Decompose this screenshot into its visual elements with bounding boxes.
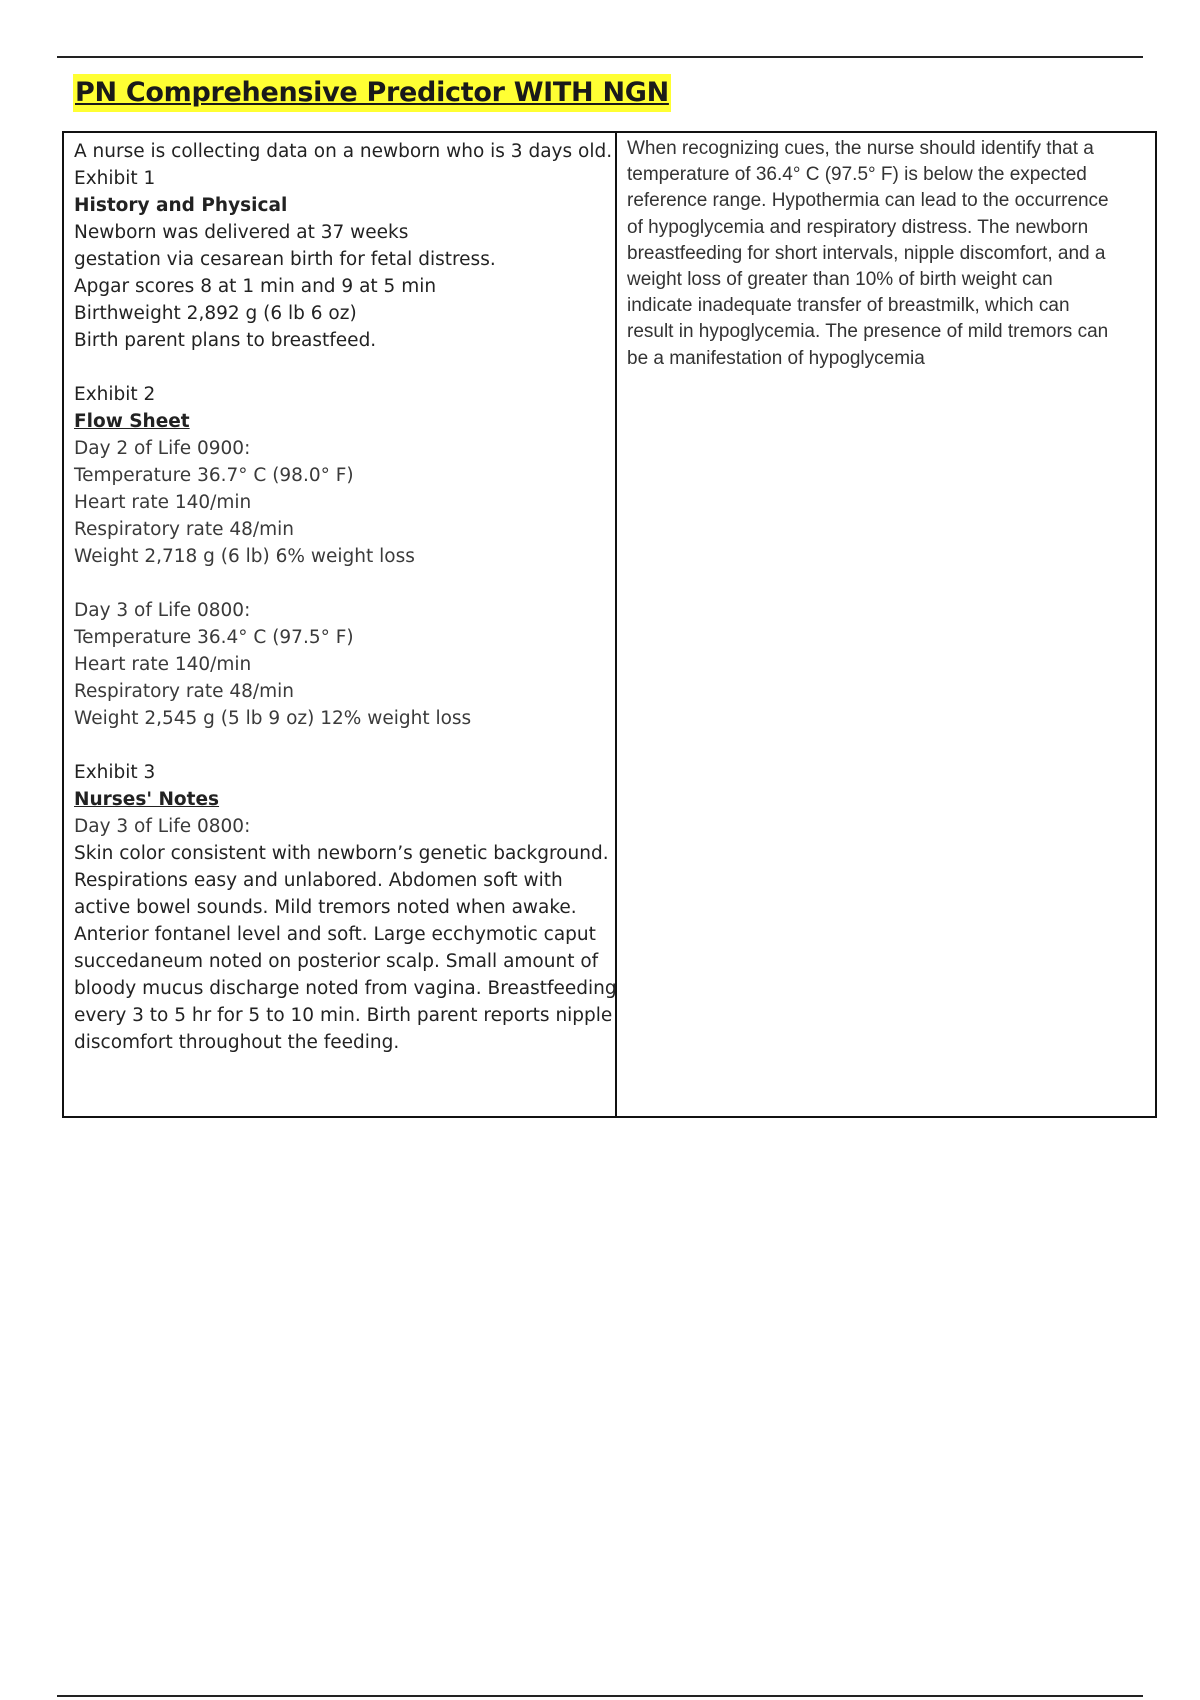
rationale-column [617,133,1155,1116]
exhibit-1-heading: History and Physical [74,195,288,216]
nurses-notes-line: every 3 to 5 hr for 5 to 10 min. Birth parent reports nipple [74,1005,613,1026]
top-rule [57,56,1143,58]
spacer [74,354,605,381]
nurses-notes-line: Anterior fontanel level and soft. Large ecchymotic caput [74,924,596,945]
question-rationale-table [62,131,1157,1118]
nurses-notes-line: discomfort throughout the feeding. [74,1032,400,1053]
spacer [74,732,605,759]
exhibit-2-label: Exhibit 2 [74,384,156,405]
exhibit-3-label: Exhibit 3 [74,762,156,783]
nurses-notes-line: bloody mucus discharge noted from vagina. Breastfeeding [74,978,617,999]
rationale-line: reference range. Hypothermia can lead to the occurrence [627,190,1109,212]
exhibit-1-line: gestation via cesarean birth for fetal distress. [74,249,496,270]
flow-sheet-day3-line: Day 3 of Life 0800: [74,600,251,621]
nurses-notes-line: Day 3 of Life 0800: [74,816,251,837]
nurses-notes-line: succedaneum noted on posterior scalp. Small amount of [74,951,599,972]
question-column [64,133,617,1116]
rationale-line: temperature of 36.4° C (97.5° F) is below the expected [627,164,1087,186]
exhibit-3-heading: Nurses' Notes [74,789,220,810]
exhibit-1-label: Exhibit 1 [74,168,156,189]
exhibit-2-heading: Flow Sheet [74,411,190,432]
document-title: PN Comprehensive Predictor WITH NGN [73,74,671,112]
nurses-notes-line: active bowel sounds. Mild tremors noted when awake. [74,897,577,918]
nurses-notes-line: Skin color consistent with newborn’s genetic background. [74,843,609,864]
exhibit-1-line: Newborn was delivered at 37 weeks [74,222,409,243]
rationale-line: of hypoglycemia and respiratory distress. The newborn [627,216,1089,238]
spacer [74,570,605,597]
rationale-line: indicate inadequate transfer of breastmilk, which can [627,295,1070,317]
exhibit-1-line: Apgar scores 8 at 1 min and 9 at 5 min [74,276,437,297]
exhibit-1-line: Birthweight 2,892 g (6 lb 6 oz) [74,303,357,324]
question-intro: A nurse is collecting data on a newborn who is 3 days old. [74,141,613,162]
flow-sheet-day2-line: Weight 2,718 g (6 lb) 6% weight loss [74,546,415,567]
flow-sheet-day2-line: Respiratory rate 48/min [74,519,294,540]
flow-sheet-day2-line: Temperature 36.7° C (98.0° F) [74,465,354,486]
flow-sheet-day3-line: Respiratory rate 48/min [74,681,294,702]
flow-sheet-day2-line: Heart rate 140/min [74,492,252,513]
rationale-line: breastfeeding for short intervals, nipple discomfort, and a [627,242,1106,264]
flow-sheet-day3-line: Weight 2,545 g (5 lb 9 oz) 12% weight loss [74,708,472,729]
rationale-line: result in hypoglycemia. The presence of mild tremors can [627,321,1109,343]
flow-sheet-day3-line: Heart rate 140/min [74,654,252,675]
nurses-notes-line: Respirations easy and unlabored. Abdomen soft with [74,870,563,891]
rationale-line: be a manifestation of hypoglycemia [627,347,925,369]
bottom-rule [57,1695,1143,1697]
rationale-line: weight loss of greater than 10% of birth weight can [627,269,1053,291]
exhibit-1-line: Birth parent plans to breastfeed. [74,330,377,351]
rationale-line: When recognizing cues, the nurse should identify that a [627,138,1094,159]
flow-sheet-day3-line: Temperature 36.4° C (97.5° F) [74,627,354,648]
flow-sheet-day2-line: Day 2 of Life 0900: [74,438,251,459]
